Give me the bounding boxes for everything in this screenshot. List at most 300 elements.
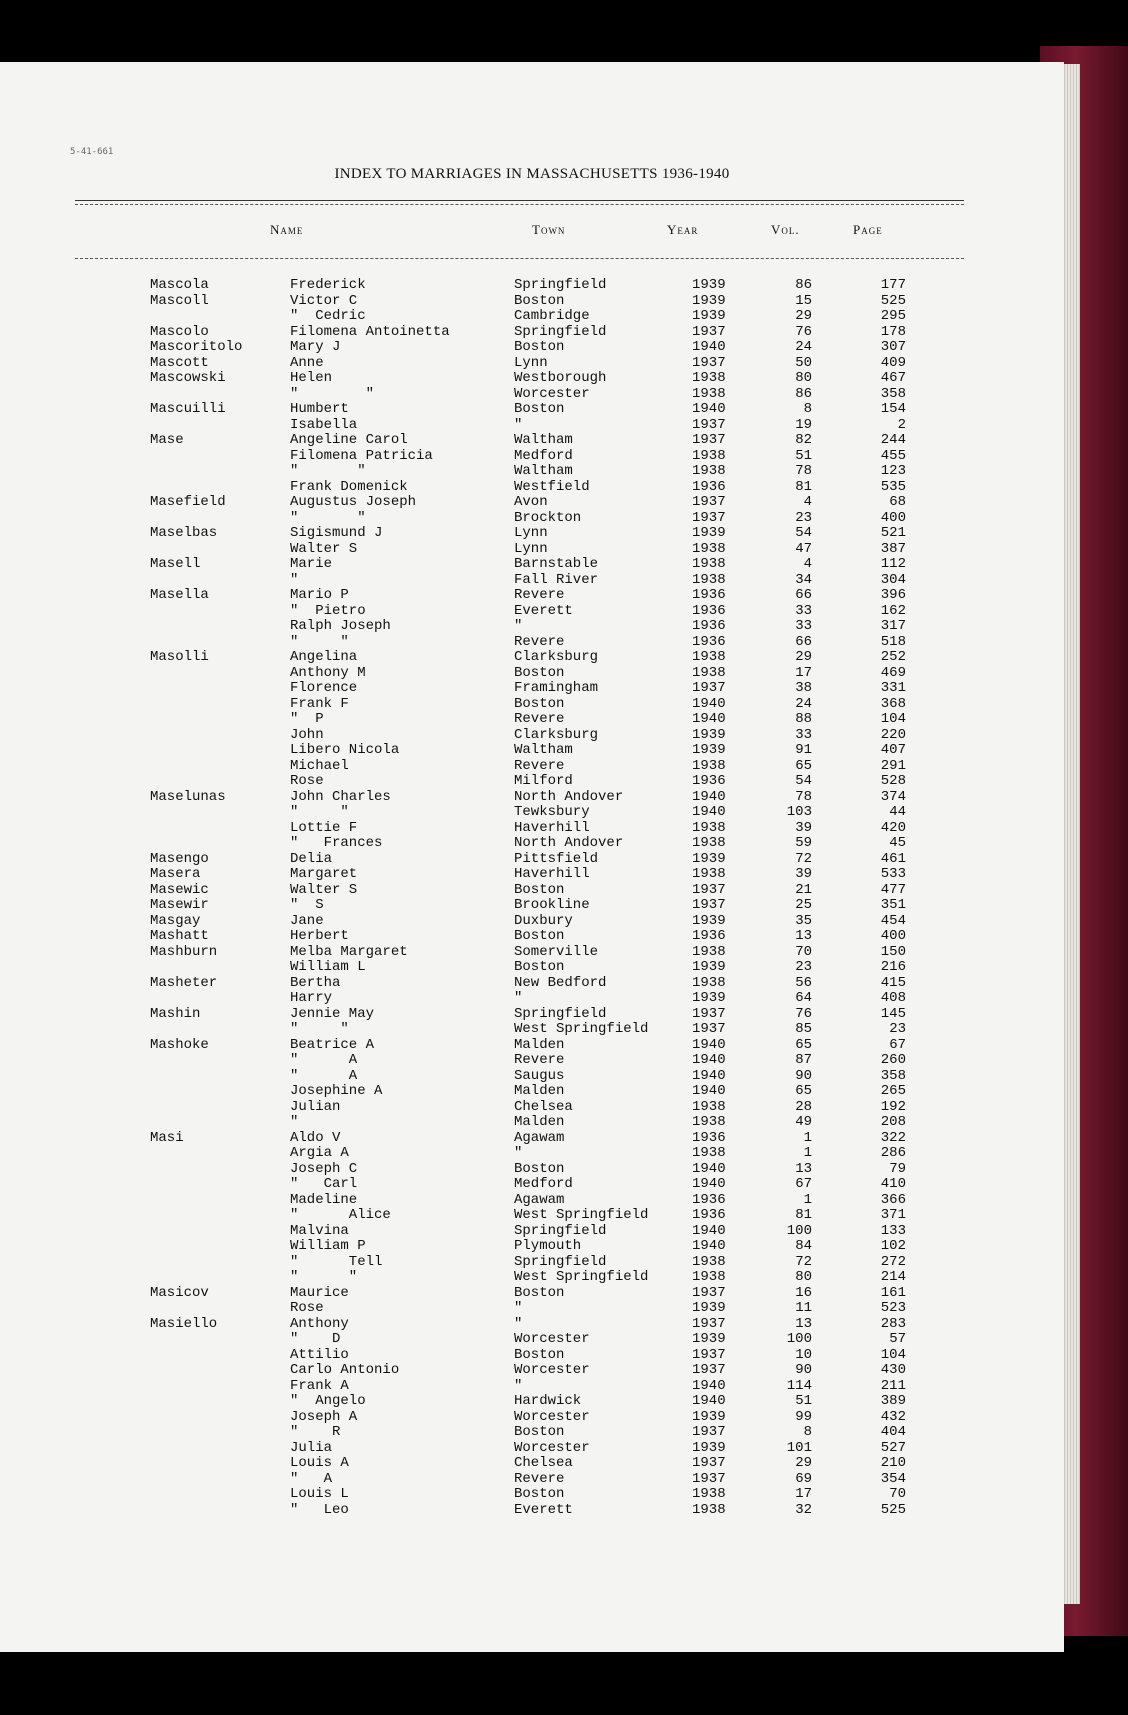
year-cell: 1938 (692, 385, 726, 402)
year-cell: 1940 (692, 1238, 726, 1254)
volume-cell: 90 (795, 1067, 812, 1084)
table-row (0, 774, 1064, 790)
town-cell: " (514, 990, 523, 1006)
volume-cell: 88 (795, 711, 812, 727)
volume-cell: 56 (795, 974, 812, 991)
page-cell: 410 (880, 1176, 906, 1192)
year-cell: 1936 (692, 478, 726, 495)
year-cell: 1939 (692, 292, 726, 309)
table-row (0, 635, 1064, 651)
volume-cell: 65 (795, 1036, 812, 1053)
year-cell: 1938 (692, 540, 726, 557)
town-cell: Somerville (514, 943, 599, 960)
table-row (0, 991, 1064, 1007)
town-cell: Boston (514, 292, 565, 309)
volume-cell: 13 (795, 1315, 812, 1332)
given-name-cell: Madeline (290, 1191, 358, 1208)
table-row (0, 1487, 1064, 1503)
town-cell: Revere (514, 757, 565, 774)
surname-cell: Masheter (150, 974, 218, 991)
page-cell: 404 (880, 1424, 906, 1440)
given-name-cell: Filomena Antoinetta (290, 323, 450, 340)
year-cell: 1936 (692, 602, 726, 619)
volume-cell: 29 (795, 649, 812, 665)
page-cell: 322 (880, 1129, 906, 1146)
given-name-cell: Anthony M (290, 664, 366, 681)
page-cell: 70 (889, 1486, 906, 1502)
year-cell: 1938 (692, 1114, 726, 1130)
year-cell: 1936 (692, 618, 726, 634)
volume-cell: 33 (795, 618, 812, 634)
town-cell: Chelsea (514, 1455, 573, 1471)
table-row (0, 387, 1064, 403)
given-name-cell: Beatrice A (290, 1036, 375, 1053)
year-cell: 1940 (692, 1067, 726, 1084)
table-row (0, 480, 1064, 496)
table-row (0, 1131, 1064, 1147)
volume-cell: 72 (795, 850, 812, 867)
table-row (0, 1239, 1064, 1255)
page-cell: 45 (889, 835, 906, 851)
page-cell: 430 (880, 1362, 906, 1378)
header-rule-top (75, 200, 964, 201)
table-row (0, 805, 1064, 821)
year-cell: 1940 (692, 1222, 726, 1239)
given-name-cell: Julian (290, 1098, 341, 1115)
year-cell: 1937 (692, 432, 726, 448)
given-name-cell: Frank Domenick (290, 478, 408, 495)
town-cell: West Springfield (514, 1207, 649, 1223)
town-cell: Framingham (514, 680, 599, 696)
volume-cell: 24 (795, 339, 812, 355)
page-cell: 283 (880, 1315, 906, 1332)
surname-cell: Mashburn (150, 943, 218, 960)
given-name-cell: " (290, 571, 299, 588)
table-row (0, 697, 1064, 713)
town-cell: Agawam (514, 1129, 565, 1146)
page-cell: 161 (880, 1284, 906, 1301)
volume-cell: 66 (795, 633, 812, 650)
given-name-cell: Lottie F (290, 819, 358, 836)
page-cell: 210 (880, 1455, 906, 1471)
surname-cell: Masolli (150, 649, 209, 665)
town-cell: Chelsea (514, 1098, 573, 1115)
table-row (0, 743, 1064, 759)
table-row (0, 836, 1064, 852)
given-name-cell: Ralph Joseph (290, 618, 391, 634)
table-row (0, 1270, 1064, 1286)
page-cell: 535 (880, 478, 906, 495)
given-name-cell: John Charles (290, 788, 391, 805)
page-cell: 400 (880, 509, 906, 526)
town-cell: Barnstable (514, 556, 599, 572)
surname-cell: Mascoll (150, 292, 209, 309)
year-cell: 1940 (692, 1160, 726, 1177)
page-cell: 272 (880, 1253, 906, 1270)
table-row (0, 371, 1064, 387)
year-cell: 1937 (692, 494, 726, 510)
given-name-cell: Marie (290, 556, 333, 572)
page-cell: 387 (880, 540, 906, 557)
surname-cell: Masiello (150, 1315, 218, 1332)
table-row (0, 1394, 1064, 1410)
town-cell: Waltham (514, 432, 573, 448)
year-cell: 1940 (692, 1083, 726, 1099)
year-cell: 1936 (692, 633, 726, 650)
year-cell: 1940 (692, 788, 726, 805)
volume-cell: 8 (803, 401, 812, 417)
town-cell: Boston (514, 1424, 565, 1440)
town-cell: Medford (514, 1176, 573, 1192)
given-name-cell: Frederick (290, 277, 366, 293)
page-cell: 400 (880, 928, 906, 944)
header-rule-top-dashed (75, 204, 964, 205)
volume-cell: 24 (795, 695, 812, 712)
page-cell: 104 (880, 1346, 906, 1363)
year-cell: 1936 (692, 587, 726, 603)
year-cell: 1938 (692, 1145, 726, 1161)
column-header-town: Town (532, 222, 566, 237)
page-cell: 154 (880, 401, 906, 417)
town-cell: New Bedford (514, 974, 607, 991)
year-cell: 1937 (692, 881, 726, 898)
volume-cell: 34 (795, 571, 812, 588)
page-cell: 150 (880, 943, 906, 960)
year-cell: 1939 (692, 726, 726, 743)
town-cell: Revere (514, 1470, 565, 1487)
header-rule-bottom (75, 258, 964, 259)
given-name-cell: Mary J (290, 339, 341, 355)
page-cell: 432 (880, 1408, 906, 1425)
year-cell: 1937 (692, 1021, 726, 1037)
surname-cell: Masella (150, 587, 209, 603)
page-cell: 389 (880, 1393, 906, 1409)
year-cell: 1938 (692, 649, 726, 665)
volume-cell: 103 (786, 804, 812, 820)
town-cell: " (514, 1315, 523, 1332)
volume-cell: 51 (795, 447, 812, 464)
volume-cell: 84 (795, 1238, 812, 1254)
year-cell: 1936 (692, 1129, 726, 1146)
page-cell: 358 (880, 385, 906, 402)
town-cell: Revere (514, 633, 565, 650)
town-cell: Lynn (514, 525, 548, 541)
page-cell: 407 (880, 742, 906, 758)
surname-cell: Masicov (150, 1284, 209, 1301)
town-cell: Boston (514, 695, 565, 712)
volume-cell: 10 (795, 1346, 812, 1363)
page-cell: 408 (880, 990, 906, 1006)
town-cell: " (514, 1300, 523, 1316)
table-row (0, 294, 1064, 310)
given-name-cell: Humbert (290, 401, 349, 417)
given-name-cell: Filomena Patricia (290, 447, 433, 464)
surname-cell: Masi (150, 1129, 184, 1146)
given-name-cell: " Carl (290, 1176, 358, 1192)
page-cell: 177 (880, 277, 906, 293)
town-cell: Haverhill (514, 866, 590, 882)
town-cell: Malden (514, 1083, 565, 1099)
table-row (0, 1069, 1064, 1085)
table-row (0, 666, 1064, 682)
table-row (0, 1208, 1064, 1224)
town-cell: West Springfield (514, 1021, 649, 1037)
town-cell: Duxbury (514, 912, 573, 929)
given-name-cell: " Leo (290, 1501, 349, 1518)
table-row (0, 1115, 1064, 1131)
town-cell: Haverhill (514, 819, 590, 836)
town-cell: Boston (514, 1346, 565, 1363)
given-name-cell: Bertha (290, 974, 341, 991)
volume-cell: 8 (803, 1424, 812, 1440)
table-row (0, 356, 1064, 372)
year-cell: 1938 (692, 463, 726, 479)
column-header-page: Page (853, 222, 883, 237)
town-cell: Worcester (514, 1408, 590, 1425)
page-cell: 220 (880, 726, 906, 743)
table-row (0, 976, 1064, 992)
volume-cell: 33 (795, 726, 812, 743)
table-row (0, 1363, 1064, 1379)
year-cell: 1936 (692, 1207, 726, 1223)
town-cell: Springfield (514, 323, 607, 340)
surname-cell: Mascott (150, 354, 209, 371)
year-cell: 1937 (692, 354, 726, 371)
volume-cell: 19 (795, 416, 812, 433)
given-name-cell: Angeline Carol (290, 432, 408, 448)
volume-cell: 66 (795, 587, 812, 603)
given-name-cell: " A (290, 1470, 333, 1487)
town-cell: Milford (514, 773, 573, 789)
surname-cell: Mase (150, 432, 184, 448)
town-cell: Malden (514, 1114, 565, 1130)
page-cell: 469 (880, 664, 906, 681)
given-name-cell: " Frances (290, 835, 383, 851)
table-row (0, 960, 1064, 976)
given-name-cell: " " (290, 463, 366, 479)
surname-cell: Maselunas (150, 788, 226, 805)
town-cell: " (514, 618, 523, 634)
table-row (0, 1162, 1064, 1178)
year-cell: 1937 (692, 1315, 726, 1332)
town-cell: Cambridge (514, 308, 590, 324)
town-cell: Waltham (514, 742, 573, 758)
given-name-cell: Libero Nicola (290, 742, 400, 758)
table-row (0, 867, 1064, 883)
volume-cell: 54 (795, 773, 812, 789)
year-cell: 1938 (692, 974, 726, 991)
given-name-cell: " " (290, 804, 349, 820)
page-cell: 518 (880, 633, 906, 650)
table-row (0, 712, 1064, 728)
given-name-cell: Frank F (290, 695, 349, 712)
column-header-vol: Vol. (771, 222, 800, 237)
surname-cell: Mashin (150, 1005, 201, 1022)
town-cell: Plymouth (514, 1238, 582, 1254)
given-name-cell: Louis A (290, 1455, 349, 1471)
table-row (0, 1317, 1064, 1333)
given-name-cell: Anne (290, 354, 324, 371)
table-row (0, 1146, 1064, 1162)
given-name-cell: Joseph A (290, 1408, 358, 1425)
surname-cell: Masell (150, 556, 201, 572)
volume-cell: 49 (795, 1114, 812, 1130)
page-cell: 162 (880, 602, 906, 619)
volume-cell: 100 (786, 1222, 812, 1239)
volume-cell: 33 (795, 602, 812, 619)
table-row (0, 511, 1064, 527)
volume-cell: 72 (795, 1253, 812, 1270)
table-row (0, 759, 1064, 775)
page-title: INDEX TO MARRIAGES IN MASSACHUSETTS 1936-1940 (334, 166, 730, 182)
table-row (0, 418, 1064, 434)
volume-cell: 29 (795, 308, 812, 324)
town-cell: Saugus (514, 1067, 565, 1084)
given-name-cell: Harry (290, 990, 333, 1006)
given-name-cell: John (290, 726, 324, 743)
town-cell: Fall River (514, 571, 599, 588)
given-name-cell: Melba Margaret (290, 943, 408, 960)
page-cell: 358 (880, 1067, 906, 1084)
page-cell: 291 (880, 757, 906, 774)
given-name-cell: William L (290, 959, 366, 975)
town-cell: Everett (514, 602, 573, 619)
table-row (0, 1456, 1064, 1472)
given-name-cell: " R (290, 1424, 341, 1440)
page-cell: 79 (889, 1160, 906, 1177)
volume-cell: 85 (795, 1021, 812, 1037)
year-cell: 1940 (692, 1393, 726, 1409)
given-name-cell: " " (290, 1269, 358, 1285)
table-row (0, 929, 1064, 945)
given-name-cell: Isabella (290, 416, 358, 433)
table-row (0, 1007, 1064, 1023)
volume-cell: 80 (795, 370, 812, 386)
table-row (0, 1503, 1064, 1519)
page-cell: 409 (880, 354, 906, 371)
given-name-cell: " P (290, 711, 324, 727)
volume-cell: 29 (795, 1455, 812, 1471)
table-row (0, 898, 1064, 914)
page-cell: 102 (880, 1238, 906, 1254)
year-cell: 1939 (692, 308, 726, 324)
table-row (0, 325, 1064, 341)
given-name-cell: Victor C (290, 292, 358, 309)
volume-cell: 99 (795, 1408, 812, 1425)
page-cell: 533 (880, 866, 906, 882)
volume-cell: 35 (795, 912, 812, 929)
year-cell: 1940 (692, 695, 726, 712)
table-row (0, 464, 1064, 480)
volume-cell: 54 (795, 525, 812, 541)
volume-cell: 32 (795, 1501, 812, 1518)
given-name-cell: Attilio (290, 1346, 349, 1363)
year-cell: 1939 (692, 959, 726, 975)
town-cell: West Springfield (514, 1269, 649, 1285)
year-cell: 1939 (692, 1300, 726, 1316)
given-name-cell: Delia (290, 850, 333, 867)
volume-cell: 86 (795, 385, 812, 402)
town-cell: Springfield (514, 1222, 607, 1239)
page-cell: 525 (880, 292, 906, 309)
year-cell: 1938 (692, 1501, 726, 1518)
year-cell: 1937 (692, 509, 726, 526)
page-cell: 208 (880, 1114, 906, 1130)
volume-cell: 17 (795, 664, 812, 681)
table-row (0, 1379, 1064, 1395)
table-row (0, 681, 1064, 697)
town-cell: Avon (514, 494, 548, 510)
town-cell: Boston (514, 1160, 565, 1177)
page-cell: 57 (889, 1331, 906, 1347)
page-cell: 366 (880, 1191, 906, 1208)
year-cell: 1939 (692, 277, 726, 293)
town-cell: Pittsfield (514, 850, 599, 867)
volume-cell: 23 (795, 509, 812, 526)
table-row (0, 1425, 1064, 1441)
table-row (0, 1410, 1064, 1426)
year-cell: 1936 (692, 773, 726, 789)
page-cell: 525 (880, 1501, 906, 1518)
given-name-cell: Sigismund J (290, 525, 383, 541)
table-row (0, 1441, 1064, 1457)
page-cell: 523 (880, 1300, 906, 1316)
table-row (0, 1053, 1064, 1069)
town-cell: Brookline (514, 897, 590, 913)
page-cell: 295 (880, 308, 906, 324)
table-row (0, 619, 1064, 635)
volume-cell: 70 (795, 943, 812, 960)
year-cell: 1939 (692, 1331, 726, 1347)
page-cell: 286 (880, 1145, 906, 1161)
given-name-cell: " Alice (290, 1207, 391, 1223)
surname-cell: Mashoke (150, 1036, 209, 1053)
town-cell: Springfield (514, 277, 607, 293)
volume-cell: 86 (795, 277, 812, 293)
page-cell: 454 (880, 912, 906, 929)
page-cell: 527 (880, 1439, 906, 1456)
given-name-cell: Argia A (290, 1145, 349, 1161)
surname-cell: Masera (150, 866, 201, 882)
volume-cell: 25 (795, 897, 812, 913)
page-cell: 455 (880, 447, 906, 464)
volume-cell: 82 (795, 432, 812, 448)
page-cell: 521 (880, 525, 906, 541)
page-stamp: 5-41-661 (70, 147, 114, 157)
town-cell: Boston (514, 664, 565, 681)
table-row (0, 526, 1064, 542)
volume-cell: 67 (795, 1176, 812, 1192)
volume-cell: 100 (786, 1331, 812, 1347)
volume-cell: 50 (795, 354, 812, 371)
given-name-cell: " S (290, 897, 324, 913)
given-name-cell: Frank A (290, 1377, 349, 1394)
given-name-cell: " (290, 1114, 299, 1130)
table-row (0, 1286, 1064, 1302)
volume-cell: 11 (795, 1300, 812, 1316)
volume-cell: 1 (803, 1129, 812, 1146)
given-name-cell: " Tell (290, 1253, 383, 1270)
given-name-cell: Augustus Joseph (290, 494, 417, 510)
volume-cell: 1 (803, 1145, 812, 1161)
given-name-cell: Rose (290, 1300, 324, 1316)
given-name-cell: Aldo V (290, 1129, 341, 1146)
page-cell: 415 (880, 974, 906, 991)
volume-cell: 23 (795, 959, 812, 975)
volume-cell: 87 (795, 1052, 812, 1068)
volume-cell: 81 (795, 478, 812, 495)
volume-cell: 76 (795, 1005, 812, 1022)
